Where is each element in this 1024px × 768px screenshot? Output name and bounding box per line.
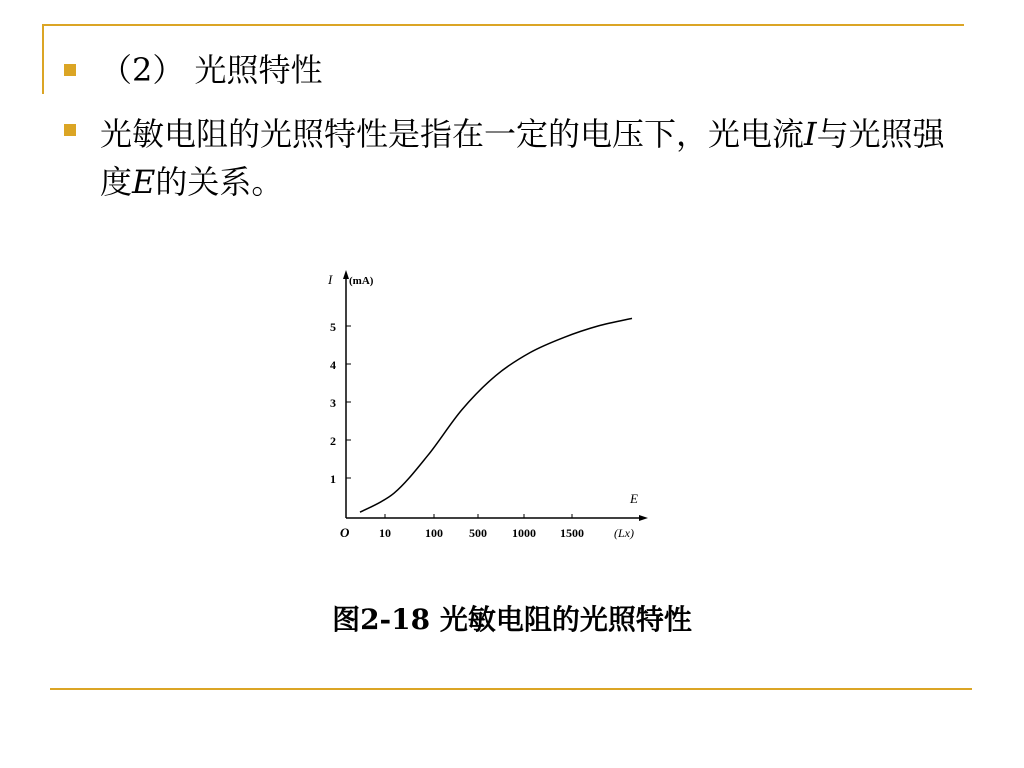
bullet-2-part3: 的关系。 [155,163,284,201]
x-axis-label: E [630,491,638,506]
bullet-item-1 [64,50,323,90]
left-rule [42,24,44,94]
bullet-2-part1: 光敏电阻的光照特性是指在一定的电压下，光电流 [100,115,805,153]
x-axis-arrow [639,515,648,521]
x-tick-label: 500 [469,526,487,540]
bullet-1-text: （2） 光照特性 [100,51,323,89]
y-tick-label: 3 [330,396,336,410]
light-characteristic-figure [310,262,660,556]
x-tick-label: 1500 [560,526,584,540]
bullet-square-icon [64,124,76,136]
x-tick-label: 10 [379,526,391,540]
x-axis-unit: (Lx) [614,526,634,540]
current-vs-illuminance-curve [360,318,632,512]
bullet-2-part2: 与光照强度 [100,115,945,201]
bottom-rule [50,688,972,690]
y-tick-label: 1 [330,472,336,486]
bullet-2-text [100,110,960,206]
y-ticks [330,320,351,486]
variable-I: I [804,115,817,153]
bullet-square-icon [64,64,76,76]
x-tick-label: 100 [425,526,443,540]
bullet-item-2 [64,110,960,206]
chart-svg [310,262,660,552]
y-axis-label: I [328,272,333,287]
y-tick-label: 4 [330,358,336,372]
figure-caption: 图2-18 光敏电阻的光照特性 [332,603,692,636]
y-axis-unit: (mA) [349,275,374,287]
y-tick-label: 2 [330,434,336,448]
top-rule [42,24,964,26]
y-tick-label: 5 [330,320,336,334]
origin-label: O [340,525,350,540]
x-tick-label: 1000 [512,526,536,540]
variable-E: E [132,163,156,201]
